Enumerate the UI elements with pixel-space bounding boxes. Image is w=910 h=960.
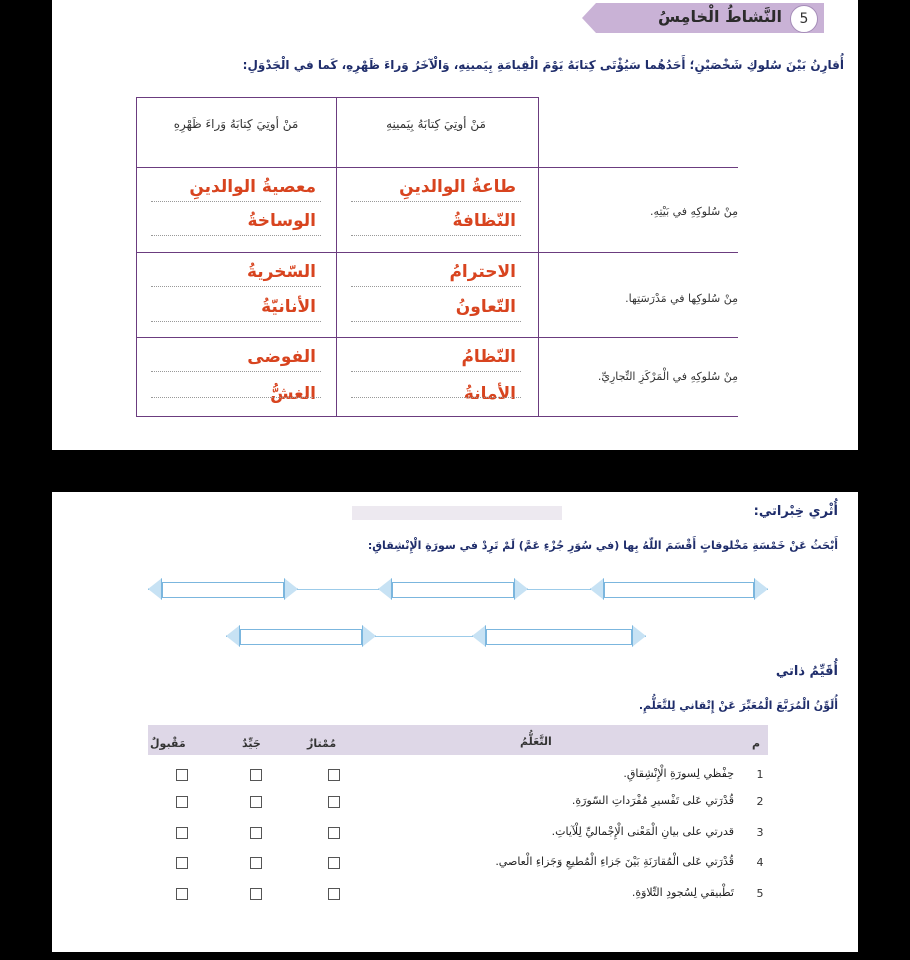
excellent-checkbox[interactable] (328, 769, 340, 781)
row-label-home: مِنْ سُلوكِهِ في بَيْتِهِ. (650, 205, 738, 218)
activity-banner (582, 3, 824, 33)
acceptable-checkbox[interactable] (176, 888, 188, 900)
answer-text: السّخريةُ (246, 262, 316, 282)
answer-text: النّظامُ (461, 347, 516, 367)
acceptable-checkbox[interactable] (176, 857, 188, 869)
activity-instruction: أُقارِنُ بَيْنَ سُلوكِ شَخْصَيْنِ؛ أَحَدُهُما سَيُؤْتَى كِتابَهُ يَوْمَ الْقِيامَةِ بِيَمينِهِ، وَالْآخَرُ وَراءَ ظَهْرِهِ، كَما في الْجَدْوَلِ: (242, 58, 844, 72)
row-label-mall: مِنْ سُلوكِهِ في الْمَرْكَزِ التِّجارِيِّ. (597, 370, 738, 383)
header-excellent: مُمْتازٌ (307, 737, 337, 750)
answer-text: الاحترامُ (449, 262, 516, 282)
acceptable-checkbox[interactable] (176, 796, 188, 808)
good-checkbox[interactable] (250, 796, 262, 808)
row-number: 4 (756, 856, 764, 869)
acceptable-checkbox[interactable] (176, 769, 188, 781)
row-label-school: مِنْ سُلوكِها في مَدْرَسَتِها. (625, 292, 738, 305)
excellent-checkbox[interactable] (328, 888, 340, 900)
row-number: 1 (756, 768, 764, 781)
row-number: 3 (756, 826, 764, 839)
header-behind-back: مَنْ أوتِيَ كِتابَهُ وَراءَ ظَهْرِهِ (173, 117, 299, 131)
good-checkbox[interactable] (250, 827, 262, 839)
acceptable-checkbox[interactable] (176, 827, 188, 839)
answer-text: التّعاونُ (455, 297, 516, 317)
answer-text: النّظافةُ (452, 211, 516, 231)
worksheet-page-1 (52, 0, 858, 450)
activity-title: النَّشاطُ الْخامِسُ (657, 7, 782, 26)
answer-text: طاعةُ الوالدينِ (399, 177, 516, 197)
excellent-checkbox[interactable] (328, 796, 340, 808)
answer-text: الأنانيّةُ (261, 297, 316, 317)
activity-number-badge: 5 (790, 5, 818, 33)
learning-item: قُدْرَتي عَلى تَفْسيرِ مُفْرَداتِ السّورَةِ. (571, 794, 734, 807)
self-assessment-instruction: أُلَوِّنُ الْمُرَبَّعَ الْمُعَبِّرَ عَنْ إِتْقاني لِلتَّعَلُّمِ. (638, 699, 838, 712)
learning-item: تَطْبيقي لِسُجودِ التِّلاوَةِ. (631, 886, 734, 899)
answer-text: الغشُّ (270, 384, 316, 404)
learning-item: قدرتي على بيانِ الْمَعْنى الْإِجْماليِّ لِلْآياتِ. (551, 825, 734, 838)
header-good: جَيِّدٌ (242, 737, 261, 750)
header-right-hand: مَنْ أوتِيَ كِتابَهُ بِيَمينِهِ (386, 117, 486, 131)
row-number: 5 (756, 887, 764, 900)
answer-scroll[interactable] (590, 578, 768, 600)
answer-scroll[interactable] (148, 578, 298, 600)
enrichment-title: أُثْري خِبْراتي: (753, 504, 838, 519)
comparison-table (136, 97, 738, 417)
learning-item: حِفْظي لِسورَةِ الْإِنْشِقاقِ. (623, 767, 734, 780)
row-number: 2 (756, 795, 764, 808)
answer-scroll[interactable] (378, 578, 528, 600)
good-checkbox[interactable] (250, 857, 262, 869)
worksheet-page-2 (52, 492, 858, 952)
excellent-checkbox[interactable] (328, 827, 340, 839)
answer-text: معصيةُ الوالدينِ (189, 177, 316, 197)
good-checkbox[interactable] (250, 888, 262, 900)
header-learning: التَّعَلُّمُ (520, 735, 552, 748)
answer-scroll[interactable] (472, 625, 646, 647)
learning-item: قُدْرَتي عَلى الْمُقارَنَةِ بَيْنَ جَزاءِ الْمُطيعِ وَجَزاءِ الْعاصي. (495, 855, 734, 868)
assessment-header-row (148, 725, 768, 755)
answer-scroll[interactable] (226, 625, 376, 647)
header-num: م (752, 737, 761, 750)
enrichment-instruction: أَبْحَثُ عَنْ خَمْسَةِ مَخْلوقاتٍ أَقْسَمَ اللّهُ بِها (في سُوَرِ جُزْءِ عَمَّ) لَمْ تَرِدْ في سورَةِ الْإِنْشِقاقِ: (367, 539, 838, 552)
self-assessment-title: أُقَيِّمُ ذاتي (775, 664, 838, 679)
answer-text: الفوضى (247, 347, 316, 367)
good-checkbox[interactable] (250, 769, 262, 781)
answer-text: الأمانةُ (463, 384, 516, 404)
faded-bleedthrough (352, 506, 562, 520)
answer-text: الوساخةُ (247, 211, 316, 231)
excellent-checkbox[interactable] (328, 857, 340, 869)
header-acceptable: مَقْبولٌ (150, 737, 186, 750)
